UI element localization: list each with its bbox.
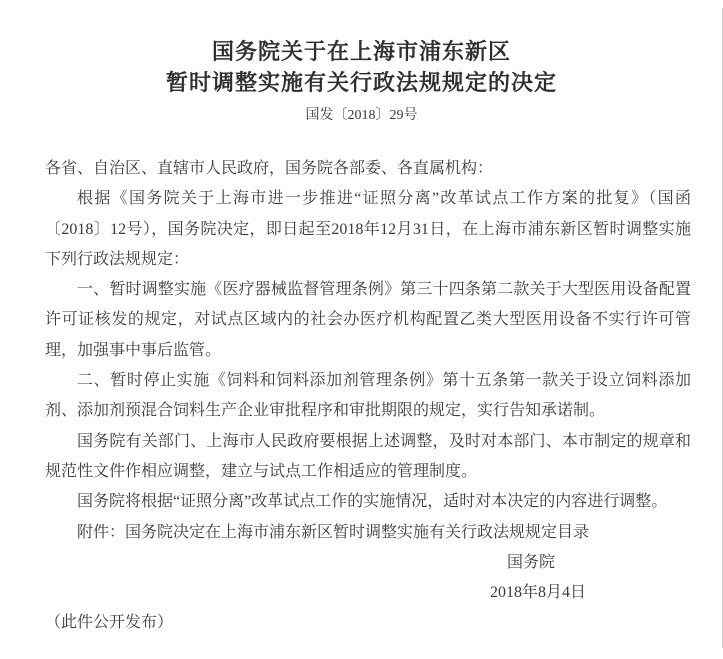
document-title	[40, 36, 683, 98]
document-number: 国发〔2018〕29号	[305, 108, 418, 123]
paragraph: 国务院有关部门、上海市人民政府要根据上述调整，及时对本部门、本市制定的规章和规范性文件作相应调整，建立与试点工作相适应的管理制度。	[45, 432, 691, 480]
paragraph: 国务院将根据“证照分离”改革试点工作的实施情况，适时对本决定的内容进行调整。	[77, 493, 668, 511]
document-title-line2: 暂时调整实施有关行政法规规定的决定	[165, 70, 557, 95]
document-body	[0, 125, 723, 639]
footer-note: （此件公开发布）	[45, 614, 174, 632]
paragraph: 根据《国务院关于上海市进一步推进“证照分离”改革试点工作方案的批复》（国函〔2018〕12号），国务院决定，即日起至2018年12月31日，在上海市浦东新区暂时调整实施下列行政法规规定：	[45, 190, 691, 268]
salutation: 各省、自治区、直辖市人民政府，国务院各部委、各直属机构：	[45, 160, 494, 177]
paragraph: 一、暂时调整实施《医疗器械监督管理条例》第三十四条第二款关于大型医用设备配置许可证核发的规定，对试点区域内的社会办医疗机构配置乙类大型医用设备不实行许可管理，加强事中事后监管。	[45, 281, 691, 359]
document-title-line1: 国务院关于在上海市浦东新区	[211, 39, 511, 64]
attachment-line: 附件：国务院决定在上海市浦东新区暂时调整实施有关行政法规规定目录	[77, 523, 590, 541]
paragraph: 二、暂时停止实施《饲料和饲料添加剂管理条例》第十五条第一款关于设立饲料添加剂、添加剂预混合饲料生产企业审批程序和审批期限的规定，实行告知承诺制。	[45, 372, 691, 420]
signer: 国务院	[506, 553, 555, 571]
signature-block	[45, 548, 691, 609]
signature-date: 2018年8月4日	[489, 584, 586, 602]
